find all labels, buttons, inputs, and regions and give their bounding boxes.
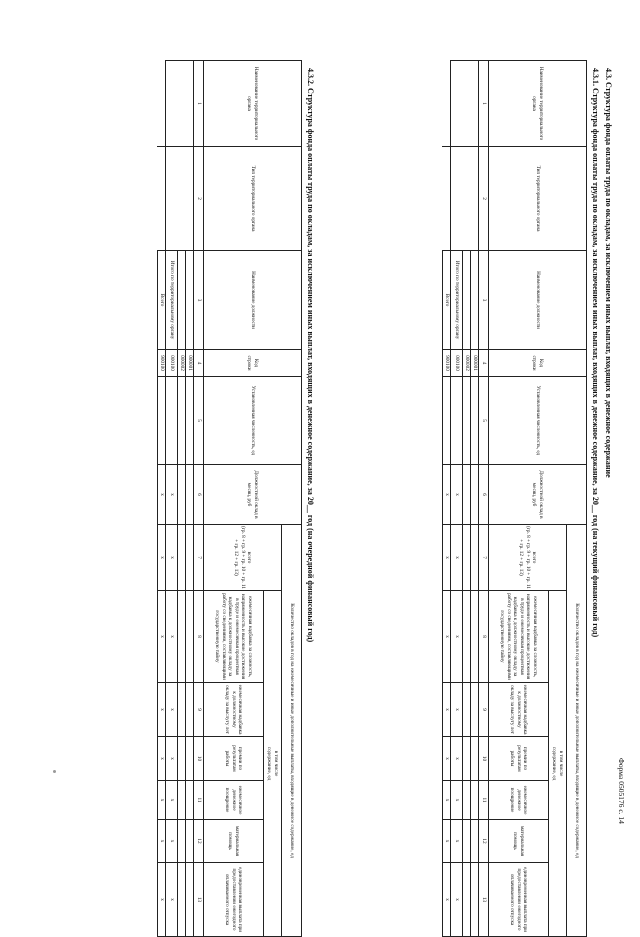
x-mark: х bbox=[451, 465, 463, 525]
col-num: 5 bbox=[479, 377, 489, 465]
c8-cell bbox=[178, 591, 186, 683]
c11-cell bbox=[471, 781, 479, 820]
header-group-main: Количество окладов в год на ежемесячные и иные дополнительные выплаты, входящие в денежное содержание, ед bbox=[282, 525, 302, 937]
org-name-cell bbox=[451, 61, 479, 147]
position-cell bbox=[471, 251, 479, 350]
section-title: 4.3. Структура фонда оплаты труда по окладам, за исключением иных выплат, входящих в денежное содержание bbox=[604, 68, 613, 478]
x-mark: х bbox=[451, 820, 463, 863]
header-salary: Должностной оклад в месяц, руб bbox=[489, 465, 587, 525]
x-mark: х bbox=[166, 683, 178, 737]
c9-cell bbox=[178, 683, 186, 737]
header-salary: Должностной оклад в месяц, руб bbox=[204, 465, 302, 525]
x-mark: х bbox=[166, 591, 178, 683]
total-label: Всего bbox=[443, 251, 451, 350]
col-num: 1 bbox=[194, 61, 204, 147]
x-mark: х bbox=[443, 863, 451, 937]
x-mark: х bbox=[443, 525, 451, 591]
position-cell bbox=[186, 251, 194, 350]
x-mark: х bbox=[451, 683, 463, 737]
c13-cell bbox=[178, 863, 186, 937]
col-num: 2 bbox=[194, 147, 204, 251]
header-incl-sub: содержание, ед bbox=[266, 746, 273, 781]
header-total-label: всего bbox=[246, 551, 253, 564]
header-total bbox=[489, 525, 567, 591]
row-code: 900100 bbox=[158, 350, 166, 377]
header-row-code: Код строки bbox=[204, 350, 302, 377]
header-org-name: Наименование территориального органа bbox=[489, 61, 587, 147]
c8-cell bbox=[471, 591, 479, 683]
table-row bbox=[186, 61, 194, 937]
position-cell bbox=[463, 251, 471, 350]
x-mark: х bbox=[443, 465, 451, 525]
col-num: 1 bbox=[479, 61, 489, 147]
col-num: 4 bbox=[194, 350, 204, 377]
col-num: 6 bbox=[479, 465, 489, 525]
scan-speck bbox=[53, 770, 56, 773]
header-incl bbox=[549, 591, 567, 937]
x-mark: х bbox=[158, 525, 166, 591]
col-num: 7 bbox=[479, 525, 489, 591]
x-mark: х bbox=[166, 465, 178, 525]
header-org-type: Тип территориального органа bbox=[489, 147, 587, 251]
col-num: 3 bbox=[194, 251, 204, 350]
x-mark: х bbox=[158, 591, 166, 683]
structure-table-current-year bbox=[442, 60, 587, 937]
salary-cell bbox=[471, 465, 479, 525]
header-position-name: Наименование должности bbox=[204, 251, 302, 350]
x-mark: х bbox=[166, 820, 178, 863]
x-mark: х bbox=[166, 737, 178, 781]
x-mark: х bbox=[166, 781, 178, 820]
header-incl-label: в том числе bbox=[558, 750, 564, 777]
x-mark: х bbox=[166, 863, 178, 937]
col-num: 13 bbox=[194, 863, 204, 937]
total-row bbox=[443, 61, 451, 937]
header-headcount: Установленная численность, ед bbox=[489, 377, 587, 465]
headcount-cell bbox=[443, 377, 451, 465]
header-row-code: Код строки bbox=[489, 350, 587, 377]
col-num: 9 bbox=[194, 683, 204, 737]
row-code: 000001 bbox=[186, 350, 194, 377]
header-c12: материальная помощь bbox=[489, 820, 549, 863]
header-c10: премии по результатам работы bbox=[489, 737, 549, 781]
headcount-cell bbox=[158, 377, 166, 465]
col-num: 11 bbox=[479, 781, 489, 820]
subsection1-title: 4.3.1. Структура фонда оплаты труда по окладам, за исключением иных выплат, входящих в денежное содержание, за 20__ год (на текущий финансовый год) bbox=[591, 68, 600, 638]
c10-cell bbox=[471, 737, 479, 781]
c12-cell bbox=[178, 820, 186, 863]
x-mark: х bbox=[158, 737, 166, 781]
c10-cell bbox=[178, 737, 186, 781]
c12-cell bbox=[186, 820, 194, 863]
x-mark: х bbox=[443, 683, 451, 737]
header-total-formula: (гр. 8 + гр. 9 + гр. 10 + гр. 11 + гр. 12 + гр. 13) bbox=[233, 526, 246, 589]
column-number-row bbox=[194, 61, 204, 937]
header-c9: ежемесячная надбавка к должностному окладу за выслугу лет bbox=[204, 683, 264, 737]
header-c8: ежемесячная надбавка за сложность, напряженность и высокие достижения в труде и ежемесячная процентная надбавка к должностному окладу за работу со сведениями, составляющими государственную тайну bbox=[204, 591, 264, 683]
salary-cell bbox=[186, 465, 194, 525]
column-number-row bbox=[479, 61, 489, 937]
header-total-formula: (гр. 8 + гр. 9 + гр. 10 + гр. 11 + гр. 12 + гр. 13) bbox=[518, 526, 531, 589]
org-name-cell bbox=[166, 61, 194, 147]
header-position-name: Наименование должности bbox=[489, 251, 587, 350]
row-code: 000100 bbox=[166, 350, 178, 377]
subsection2-title: 4.3.2. Структура фонда оплаты труда по окладам, за исключением иных выплат, входящих в денежное содержание, за 20__ год (на очередной финансовый год) bbox=[306, 68, 315, 643]
row-code: 000002 bbox=[463, 350, 471, 377]
total-label: Всего bbox=[158, 251, 166, 350]
c8-cell bbox=[463, 591, 471, 683]
total-cell bbox=[178, 525, 186, 591]
header-org-name: Наименование территориального органа bbox=[204, 61, 302, 147]
col-num: 8 bbox=[479, 591, 489, 683]
total-cell bbox=[186, 525, 194, 591]
headcount-cell bbox=[471, 377, 479, 465]
header-c11: ежемесячное денежное поощрение bbox=[489, 781, 549, 820]
header-c13: единовременная выплата при предоставлении ежегодного оплачиваемого отпуска bbox=[489, 863, 549, 937]
x-mark: х bbox=[451, 737, 463, 781]
c12-cell bbox=[471, 820, 479, 863]
x-mark: х bbox=[443, 737, 451, 781]
header-c9: ежемесячная надбавка к должностному окладу за выслугу лет bbox=[489, 683, 549, 737]
header-incl-sub: содержание, ед bbox=[551, 746, 558, 781]
x-mark: х bbox=[451, 591, 463, 683]
row-code: 000001 bbox=[471, 350, 479, 377]
header-c11: ежемесячное денежное поощрение bbox=[204, 781, 264, 820]
c10-cell bbox=[186, 737, 194, 781]
x-mark: х bbox=[443, 591, 451, 683]
col-num: 5 bbox=[194, 377, 204, 465]
c10-cell bbox=[463, 737, 471, 781]
c9-cell bbox=[186, 683, 194, 737]
headcount-cell bbox=[166, 377, 178, 465]
row-code: 000002 bbox=[178, 350, 186, 377]
col-num: 3 bbox=[479, 251, 489, 350]
subtotal-label: Итого по территориальному органу bbox=[166, 251, 178, 350]
x-mark: х bbox=[158, 465, 166, 525]
subtotal-label: Итого по территориальному органу bbox=[451, 251, 463, 350]
x-mark: х bbox=[451, 525, 463, 591]
headcount-cell bbox=[178, 377, 186, 465]
header-c8: ежемесячная надбавка за сложность, напряженность и высокие достижения в труде и ежемесячная процентная надбавка к должностному окладу за работу со сведениями, составляющими государственную тайну bbox=[489, 591, 549, 683]
col-num: 12 bbox=[479, 820, 489, 863]
c13-cell bbox=[463, 863, 471, 937]
header-incl bbox=[264, 591, 282, 937]
c13-cell bbox=[186, 863, 194, 937]
header-group-main: Количество окладов в год на ежемесячные и иные дополнительные выплаты, входящие в денежное содержание, ед bbox=[567, 525, 587, 937]
total-row bbox=[158, 61, 166, 937]
x-mark: х bbox=[158, 781, 166, 820]
c11-cell bbox=[178, 781, 186, 820]
position-cell bbox=[178, 251, 186, 350]
headcount-cell bbox=[186, 377, 194, 465]
x-mark: х bbox=[166, 525, 178, 591]
col-num: 13 bbox=[479, 863, 489, 937]
total-cell bbox=[463, 525, 471, 591]
x-mark: х bbox=[451, 863, 463, 937]
c9-cell bbox=[471, 683, 479, 737]
col-num: 8 bbox=[194, 591, 204, 683]
structure-table-next-year bbox=[157, 60, 302, 937]
salary-cell bbox=[178, 465, 186, 525]
org-type-cell bbox=[451, 147, 479, 251]
form-number: Форма 0505176 с. 14 bbox=[617, 758, 626, 824]
org-type-cell bbox=[166, 147, 194, 251]
x-mark: х bbox=[443, 820, 451, 863]
col-num: 7 bbox=[194, 525, 204, 591]
col-num: 2 bbox=[479, 147, 489, 251]
c11-cell bbox=[186, 781, 194, 820]
table-row bbox=[471, 61, 479, 937]
c13-cell bbox=[471, 863, 479, 937]
x-mark: х bbox=[451, 781, 463, 820]
col-num: 10 bbox=[479, 737, 489, 781]
header-c13: единовременная выплата при предоставлении ежегодного оплачиваемого отпуска bbox=[204, 863, 264, 937]
c8-cell bbox=[186, 591, 194, 683]
col-num: 12 bbox=[194, 820, 204, 863]
col-num: 9 bbox=[479, 683, 489, 737]
headcount-cell bbox=[451, 377, 463, 465]
c11-cell bbox=[463, 781, 471, 820]
col-num: 4 bbox=[479, 350, 489, 377]
header-incl-label: в том числе bbox=[273, 750, 279, 777]
header-total-label: всего bbox=[531, 551, 538, 564]
col-num: 6 bbox=[194, 465, 204, 525]
header-total bbox=[204, 525, 282, 591]
header-c12: материальная помощь bbox=[204, 820, 264, 863]
x-mark: х bbox=[443, 781, 451, 820]
x-mark: х bbox=[158, 863, 166, 937]
col-num: 11 bbox=[194, 781, 204, 820]
header-org-type: Тип территориального органа bbox=[204, 147, 302, 251]
x-mark: х bbox=[158, 820, 166, 863]
header-headcount: Установленная численность, ед bbox=[204, 377, 302, 465]
col-num: 10 bbox=[194, 737, 204, 781]
row-code: 000100 bbox=[451, 350, 463, 377]
header-c10: премии по результатам работы bbox=[204, 737, 264, 781]
c12-cell bbox=[463, 820, 471, 863]
c9-cell bbox=[463, 683, 471, 737]
total-cell bbox=[471, 525, 479, 591]
salary-cell bbox=[463, 465, 471, 525]
row-code: 900100 bbox=[443, 350, 451, 377]
headcount-cell bbox=[463, 377, 471, 465]
x-mark: х bbox=[158, 683, 166, 737]
